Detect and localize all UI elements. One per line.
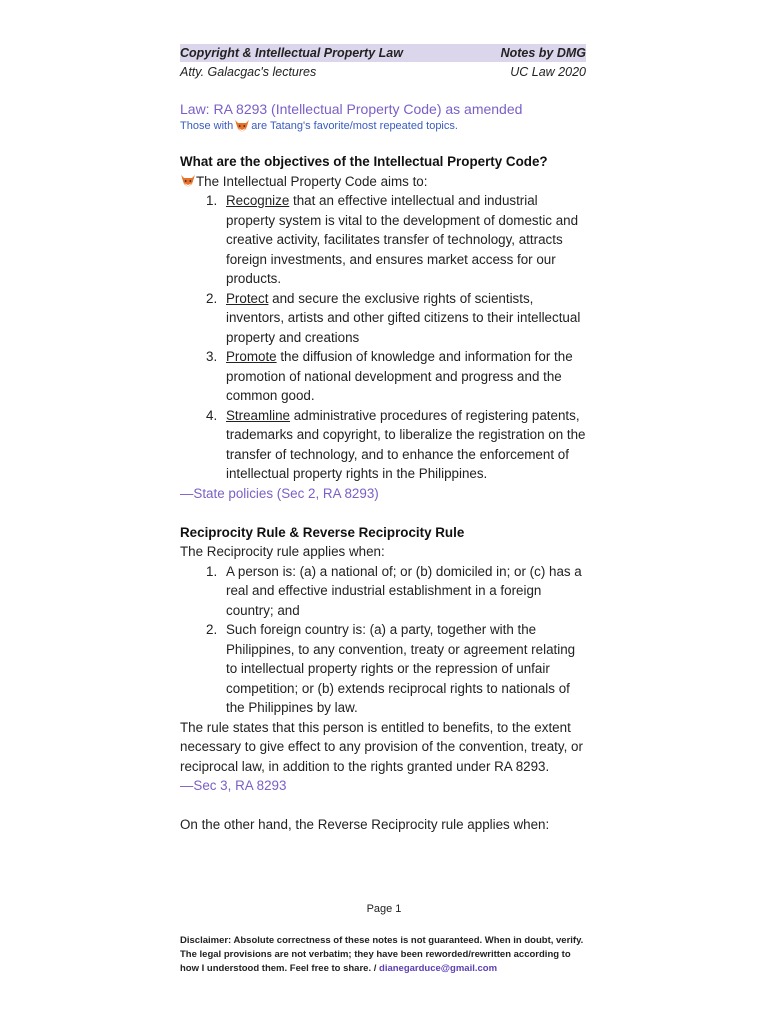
list-number: 1. xyxy=(206,193,218,208)
favorite-legend-after: are Tatang's favorite/most repeated topics. xyxy=(251,120,458,132)
page-number: Page 1 xyxy=(366,903,402,915)
header-row-top xyxy=(180,44,586,62)
favorite-legend xyxy=(180,118,586,134)
reciprocity-condition: A person is: (a) a national of; or (b) domiciled in; or (c) has a real and effective industrial establishment in a foreign country; and xyxy=(226,563,582,618)
reciprocity-statement: The rule states that this person is entitled to benefits, to the extent necessary to give effect to any provision of the convention, treaty, or reciprocal law, in addition to the rights granted under RA 8293. xyxy=(180,719,583,774)
list-item xyxy=(180,289,586,348)
objective-keyword: Promote xyxy=(226,349,277,364)
objective-text: the diffusion of knowledge and information for the promotion of national development and progress and the common good. xyxy=(226,349,573,403)
reverse-reciprocity-intro: On the other hand, the Reverse Reciprocity rule applies when: xyxy=(180,817,550,832)
fox-icon xyxy=(180,174,196,188)
document-page xyxy=(180,44,586,835)
disclaimer xyxy=(180,934,590,976)
header-author: Notes by DMG xyxy=(500,46,586,60)
objectives-list xyxy=(180,191,586,484)
list-number: 2. xyxy=(206,290,218,306)
list-number: 2. xyxy=(206,622,218,637)
reciprocity-list xyxy=(180,562,586,718)
list-number: 1. xyxy=(206,563,218,579)
question-reciprocity: Reciprocity Rule & Reverse Reciprocity Rule xyxy=(180,524,465,540)
header-row-bottom xyxy=(180,63,586,81)
favorite-legend-before: Those with xyxy=(180,120,234,132)
list-item xyxy=(180,406,586,484)
list-item xyxy=(180,347,586,406)
list-number: 3. xyxy=(206,349,218,364)
objectives-intro-text: The Intellectual Property Code aims to: xyxy=(196,173,428,189)
fox-icon xyxy=(234,119,250,133)
list-item xyxy=(180,562,586,621)
list-item xyxy=(180,620,586,718)
citation-state-policies: —State policies (Sec 2, RA 8293) xyxy=(180,485,379,501)
objective-keyword: Protect xyxy=(226,290,269,306)
law-line: Law: RA 8293 (Intellectual Property Code) as amended xyxy=(180,101,523,117)
header-school: UC Law 2020 xyxy=(510,65,586,79)
objective-text: that an effective intellectual and industrial property system is vital to the development of domestic and creative activity, facilitates transfer of technology, attracts foreign investments, and ensures market access for our products. xyxy=(226,193,579,286)
header-lecturer: Atty. Galacgac's lectures xyxy=(180,65,317,79)
objectives-intro xyxy=(180,172,586,192)
objective-keyword: Recognize xyxy=(226,193,290,208)
email-link[interactable]: dianegarduce@gmail.com xyxy=(379,963,498,974)
list-item xyxy=(180,191,586,289)
question-objectives: What are the objectives of the Intellectual Property Code? xyxy=(180,154,548,169)
reciprocity-intro: The Reciprocity rule applies when: xyxy=(180,544,385,559)
reciprocity-condition: Such foreign country is: (a) a party, together with the Philippines, to any convention, treaty or agreement relating to intellectual property rights or the repression of unfair competition; or (b) extends reciprocal rights to nationals of the Philippines by law. xyxy=(226,622,576,715)
objective-text: and secure the exclusive rights of scientists, inventors, artists and other gifted citizens to their intellectual property and creations xyxy=(226,290,581,345)
citation-sec-3: —Sec 3, RA 8293 xyxy=(180,778,287,793)
disclaimer-text: Disclaimer: Absolute correctness of these notes is not guaranteed. When in doubt, verify. The legal provisions are not verbatim; they have been reworded/rewritten according to how I understood them. Feel free to share. / xyxy=(180,935,584,974)
objective-keyword: Streamline xyxy=(226,407,291,423)
list-number: 4. xyxy=(206,407,218,423)
header-course-title: Copyright & Intellectual Property Law xyxy=(180,46,403,60)
objective-text: administrative procedures of registering patents, trademarks and copyright, to liberalize the registration on the transfer of technology, and to enhance the enforcement of intellectual property rights in the Philippines. xyxy=(226,407,586,481)
